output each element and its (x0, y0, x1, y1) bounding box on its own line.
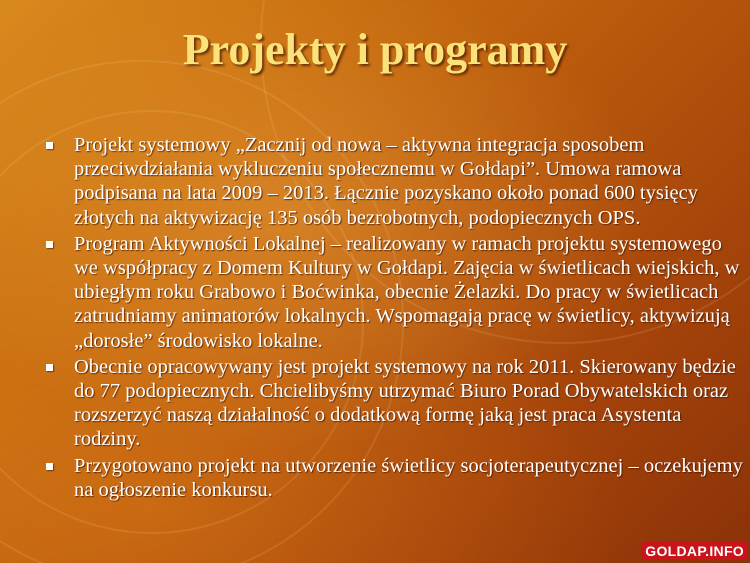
bullet-item (44, 454, 744, 502)
bullet-list (44, 133, 744, 504)
square-bullet-icon (46, 241, 53, 248)
bullet-item (44, 133, 744, 230)
slide-title: Projekty i programy (182, 25, 568, 74)
site-watermark: GOLDAP.INFO (641, 542, 748, 560)
bullet-text: Projekt systemowy „Zacznij od nowa – aktywna integracja sposobem przeciwdziałania wykluczeniu społecznemu w Gołdapi”. Umowa ramowa podpisana na lata 2009 – 2013. Łącznie pozyskano około ponad 600 tysięcy złotych na aktywizację 135 osób bezrobotnych, podopiecznych OPS. (74, 134, 698, 229)
bullet-item (44, 232, 744, 353)
bullet-item (44, 355, 744, 452)
square-bullet-icon (46, 463, 53, 470)
bullet-text: Obecnie opracowywany jest projekt systemowy na rok 2011. Skierowany będzie do 77 podopiecznych. Chcielibyśmy utrzymać Biuro Porad Obywatelskich oraz rozszerzyć naszą działalność o dodatkową formę jaką jest praca Asystenta rodziny. (74, 355, 736, 451)
square-bullet-icon (46, 142, 53, 149)
bullet-text: Program Aktywności Lokalnej – realizowany w ramach projektu systemowego we współpracy z Domem Kultury w Gołdapi. Zajęcia w świetlicach wiejskich, w ubiegłym roku Grabowo i Boćwinka, obecnie Żelazki. Do pracy w świetlicach zatrudniamy animatorów lokalnych. Wspomagają pracę w świetlicy, aktywizują „dorosłe” środowisko lokalne. (74, 232, 740, 352)
bullet-text: Przygotowano projekt na utworzenie świetlicy socjoterapeutycznej – oczekujemy na ogłoszenie konkursu. (74, 454, 743, 501)
square-bullet-icon (46, 364, 53, 371)
